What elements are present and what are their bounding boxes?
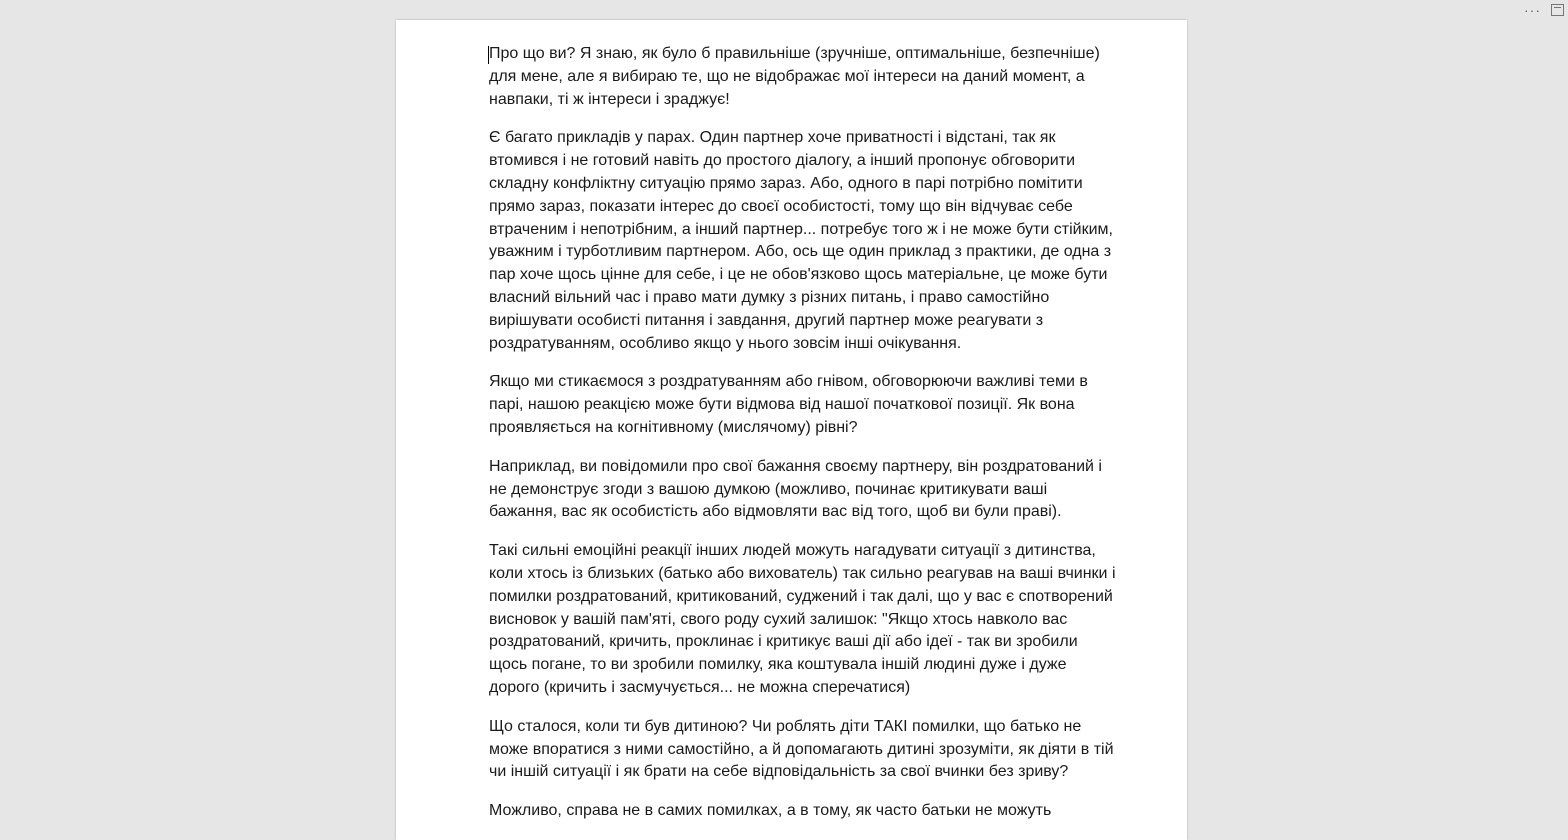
paragraph: Якщо ми стикаємося з роздратуванням або гнівом, обговорюючи важливі теми в парі, нашою реакцією може бути відмова від нашої початкової позиції. Як вона проявляється на когнітивному (мислячому) рівні? (489, 373, 1088, 436)
paragraph: Такі сильні емоційні реакції інших людей можуть нагадувати ситуації з дитинства, коли хтось із близьких (батько або вихователь) так сильно реагував на ваші вчинки і помилки роздратований, критикований, суджений і так далі, що у вас є спотворений висновок у вашій пам'яті, свого роду сухий залишок: "Якщо хтось навколо вас роздратований, кричить, проклинає і критикує ваші дії або ідеї - так ви зробили щось погане, то ви зробили помилку, яка коштувала іншій людині дуже і дуже дорого (кричить і засмучується... не можна сперечатися) (489, 542, 1116, 696)
paragraph: Можливо, справа не в самих помилках, а в тому, як часто батьки не можуть (489, 802, 1052, 820)
paragraph: Наприклад, ви повідомили про свої бажання своєму партнеру, він роздратований і не демонструє згоди з вашою думкою (можливо, починає критикувати ваші бажання, вас як особистість або відмовляти вас від того, щоб ви були праві). (489, 457, 1102, 521)
text-cursor (488, 46, 489, 64)
document-body[interactable] (489, 43, 1119, 839)
collapse-ribbon-icon[interactable] (1551, 4, 1564, 16)
paragraph: Є багато прикладів у парах. Один партнер хоче приватності і відстані, так як втомився і не готовий навіть до простого діалогу, а інший пропонує обговорити складну конфліктну ситуацію прямо зараз. Або, одного в парі потрібно помітити прямо зараз, показати інтерес до своєї особистості, тому що він відчуває себе втраченим і непотрібним, а інший партнер... потребує того ж і не може бути стійким, уважним і турботливим партнером. Або, ось ще один приклад з практики, де одна з пар хоче щось цінне для себе, і це не обов'язково щось матеріальне, це може бути власний вільний час і право мати думку з різних питань, і право самостійно вирішувати особисті питання і завдання, другий партнер може реагувати з роздратуванням, особливо якщо у нього зовсім інші очікування. (489, 129, 1113, 352)
more-options-icon[interactable]: ··· (1524, 2, 1541, 18)
document-page[interactable] (396, 20, 1187, 840)
window-controls (1524, 2, 1564, 18)
paragraph: Про що ви? Я знаю, як було б правильніше (зручніше, оптимальніше, безпечніше) для мене, але я вибираю те, що не відображає мої інтереси на даний момент, а навпаки, ті ж інтереси і зраджує! (489, 45, 1100, 108)
paragraph: Що сталося, коли ти був дитиною? Чи роблять діти ТАКІ помилки, що батько не може впоратися з ними самостійно, а й допомагають дитині зрозуміти, як діяти в тій чи іншій ситуації і як брати на себе відповідальність за свої вчинки без зриву? (489, 717, 1114, 781)
